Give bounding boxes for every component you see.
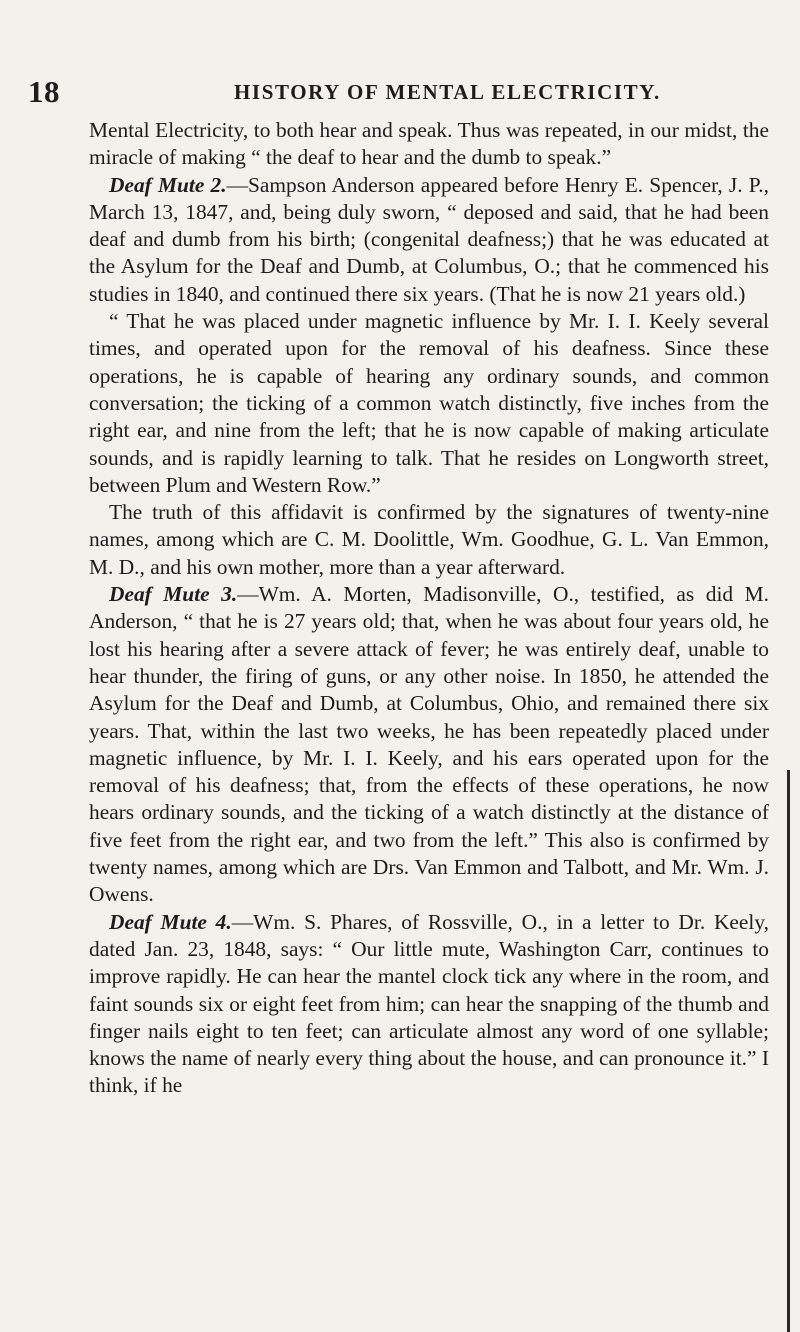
paragraph-deaf-mute-3	[89, 581, 769, 909]
page-edge-rule	[787, 770, 790, 1332]
page-number: 18	[28, 74, 60, 109]
paragraph-text: The truth of this affidavit is confirmed by the signatures of twenty-nine names, among which are C. M. Doolittle, Wm. Goodhue, G. L. Van Emmon, M. D., and his own mother, more than a year afterward.	[89, 500, 769, 579]
case-label: Deaf Mute 4.	[109, 909, 232, 934]
paragraph-text: —Wm. S. Phares, of Rossville, O., in a letter to Dr. Keely, dated Jan. 23, 1848, says: “ Our little mute, Washington Carr, continues to improve rapidly. He can hear the mantel clock tick any where in the room, and faint sounds six or eight feet from him; can hear the snapping of the thumb and finger nails eight to ten feet; can articulate almost any word of one syllable; knows the name of nearly every thing about the house, and can pronounce it.” I think, if he	[89, 909, 769, 1098]
paragraph-continuation	[89, 117, 769, 172]
paragraph-affidavit	[89, 499, 769, 581]
paragraph-deaf-mute-4	[89, 909, 769, 1100]
paragraph-deaf-mute-2	[89, 172, 769, 308]
running-head	[28, 74, 768, 114]
case-label: Deaf Mute 3.	[109, 582, 238, 607]
paragraph-text: “ That he was placed under magnetic influence by Mr. I. I. Keely several times, and operated upon for the removal of his deafness. Since these operations, he is capable of hearing any ordinary sounds, and common conversation; the ticking of a common watch distinctly, five inches from the right ear, and nine from the left; that he is now capable of making articulate sounds, and is rapidly learning to talk. That he resides on Longworth street, between Plum and Western Row.”	[89, 309, 769, 497]
paragraph-text: —Sampson Anderson appeared before Henry E. Spencer, J. P., March 13, 1847, and, being duly sworn, “ deposed and said, that he had been deaf and dumb from his birth; (congenital deafness;) that he was educated at the Asylum for the Deaf and Dumb, at Columbus, O.; that he commenced his studies in 1840, and continued there six years. (That he is now 21 years old.)	[89, 172, 769, 306]
case-label: Deaf Mute 2.	[109, 172, 227, 197]
paragraph-text: Mental Electricity, to both hear and speak. Thus was repeated, in our midst, the miracle of making “ the deaf to hear and the dumb to speak.”	[89, 118, 769, 170]
running-title: HISTORY OF MENTAL ELECTRICITY.	[234, 80, 661, 104]
paragraph-deposition-quote	[89, 308, 769, 499]
body-text	[89, 117, 769, 1100]
paragraph-text: —Wm. A. Morten, Madisonville, O., testified, as did M. Anderson, “ that he is 27 years old; that, when he was about four years old, he lost his hearing after a severe attack of fever; he was entirely deaf, unable to hear thunder, the firing of guns, or any other noise. In 1850, he attended the Asylum for the Deaf and Dumb, at Columbus, Ohio, and remained there six years. That, within the last two weeks, he has been repeatedly placed under magnetic influence, by Mr. I. I. Keely, and his ears operated upon for the removal of his deafness; that, from the effects of these operations, he now hears ordinary sounds, and the ticking of a watch distinctly at the distance of five feet from the right ear, and two from the left.” This also is confirmed by twenty names, among which are Drs. Van Emmon and Talbott, and Mr. Wm. J. Owens.	[89, 582, 769, 907]
